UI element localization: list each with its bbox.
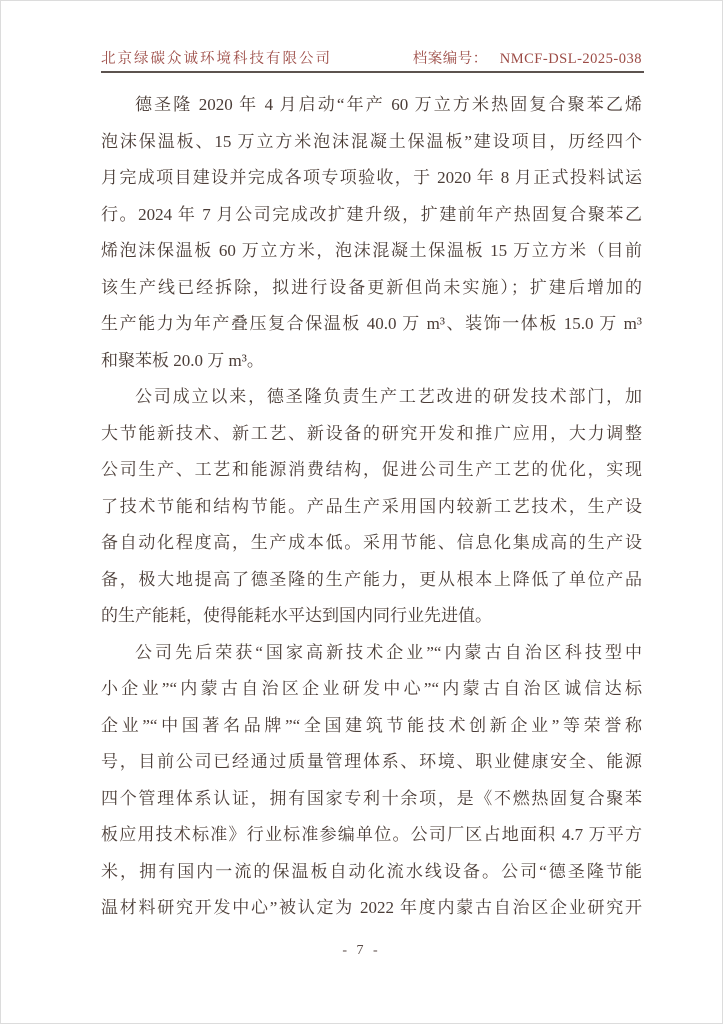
header-archive bbox=[413, 47, 642, 68]
header-divider bbox=[101, 71, 644, 73]
document-body bbox=[101, 87, 642, 927]
text-line: 板应用技术标准》行业标准参编单位。公司厂区占地面积 4.7 万平方 bbox=[101, 825, 642, 844]
text-line: 米，拥有国内一流的保温板自动化流水线设备。公司“德圣隆节能 bbox=[101, 861, 642, 881]
text-line: 公司生产、工艺和能源消费结构，促进公司生产工艺的优化，实现 bbox=[101, 460, 642, 479]
text-line: 四个管理体系认证，拥有国家专利十余项，是《不燃热固复合聚苯 bbox=[101, 788, 642, 808]
text-line: 号，目前公司已经通过质量管理体系、环境、职业健康安全、能源 bbox=[101, 752, 642, 771]
text-line: 了技术节能和结构节能。产品生产采用国内较新工艺技术，生产设 bbox=[101, 496, 642, 516]
archive-number-value: NMCF-DSL-2025-038 bbox=[499, 51, 642, 67]
text-line: 备自动化程度高，生产成本低。采用节能、信息化集成高的生产设 bbox=[101, 533, 642, 552]
text-line: 大节能新技术、新工艺、新设备的研究开发和推广应用，大力调整 bbox=[101, 423, 642, 443]
text-line: 公司先后荣获“国家高新技术企业”“内蒙古自治区科技型中 bbox=[135, 642, 642, 662]
text-line: 该生产线已经拆除，拟进行设备更新但尚未实施）；扩建后增加的 bbox=[101, 277, 642, 297]
text-line: 温材料研究开发中心”被认定为 2022 年度内蒙古自治区企业研究开 bbox=[101, 898, 642, 917]
text-line: 的生产能耗，使得能耗水平达到国内同行业先进值。 bbox=[101, 606, 492, 625]
text-line: 企业”“中国著名品牌”“全国建筑节能技术创新企业”等荣誉称 bbox=[101, 715, 642, 735]
text-line: 小企业”“内蒙古自治区企业研发中心”“内蒙古自治区诚信达标 bbox=[101, 679, 642, 698]
text-line: 备，极大地提高了德圣隆的生产能力，更从根本上降低了单位产品 bbox=[101, 569, 642, 589]
text-line: 生产能力为年产叠压复合保温板 40.0 万 m³、装饰一体板 15.0 万 m³ bbox=[101, 314, 642, 333]
page-header bbox=[101, 47, 642, 68]
text-line: 公司成立以来，德圣隆负责生产工艺改进的研发技术部门，加 bbox=[135, 387, 642, 406]
text-line: 和聚苯板 20.0 万 m³。 bbox=[101, 350, 264, 370]
text-line: 烯泡沫保温板 60 万立方米，泡沫混凝土保温板 15 万立方米（目前 bbox=[101, 241, 642, 260]
text-line: 德圣隆 2020 年 4 月启动“年产 60 万立方米热固复合聚苯乙烯 bbox=[135, 95, 642, 114]
page-number: - 7 - bbox=[342, 943, 381, 958]
header-company-name: 北京绿碳众诚环境科技有限公司 bbox=[101, 51, 332, 67]
text-line: 泡沫保温板、15 万立方米泡沫混凝土保温板”建设项目，历经四个 bbox=[101, 131, 642, 151]
text-line: 月完成项目建设并完成各项专项验收，于 2020 年 8 月正式投料试运 bbox=[101, 168, 642, 187]
text-line: 行。2024 年 7 月公司完成改扩建升级，扩建前年产热固复合聚苯乙 bbox=[101, 204, 642, 224]
archive-number-label: 档案编号： bbox=[412, 51, 488, 67]
